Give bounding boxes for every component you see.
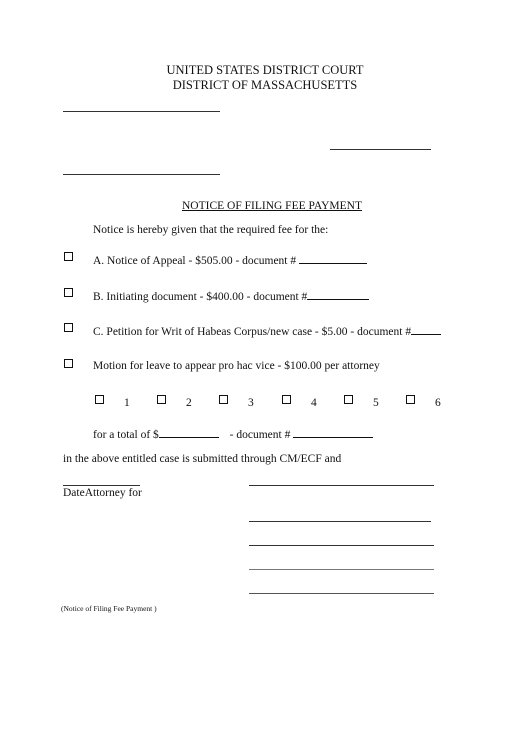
attorney-count-label: 3 <box>248 397 254 409</box>
attorney-address-line-1[interactable] <box>249 545 434 546</box>
court-name: UNITED STATES DISTRICT COURT <box>166 63 364 77</box>
total-line <box>93 427 373 441</box>
attorney-count-label: 1 <box>124 397 130 409</box>
attorney-count-label: 5 <box>373 397 379 409</box>
checkbox-attorney-count-4[interactable] <box>282 395 291 404</box>
total-document-label: - document # <box>229 429 291 441</box>
attorney-name-line[interactable] <box>249 521 431 522</box>
document-number-field[interactable] <box>307 289 369 300</box>
checkbox-initiating-document[interactable] <box>64 288 73 297</box>
checkbox-attorney-count-2[interactable] <box>157 395 166 404</box>
attorney-count-label: 4 <box>311 397 317 409</box>
footer-text: (Notice of Filing Fee Payment ) <box>61 604 157 613</box>
checkbox-habeas-corpus[interactable] <box>64 323 73 332</box>
option-habeas-corpus <box>93 324 441 338</box>
checkbox-notice-of-appeal[interactable] <box>64 252 73 261</box>
caption-line-defendant[interactable] <box>63 174 220 175</box>
attorney-address-line-3[interactable] <box>249 593 434 594</box>
option-label: C. Petition for Writ of Habeas Corpus/new case - $5.00 - document # <box>93 326 412 338</box>
checkbox-attorney-count-6[interactable] <box>406 395 415 404</box>
checkbox-attorney-count-1[interactable] <box>95 395 104 404</box>
case-number-line[interactable] <box>330 149 431 150</box>
checkbox-pro-hac-vice[interactable] <box>64 359 73 368</box>
district-name: DISTRICT OF MASSACHUSETTS <box>172 78 358 92</box>
option-label: B. Initiating document - $400.00 - document # <box>93 291 308 303</box>
checkbox-attorney-count-3[interactable] <box>219 395 228 404</box>
signature-label: DateAttorney for <box>63 487 142 499</box>
total-document-number-field[interactable] <box>293 427 373 438</box>
option-notice-of-appeal <box>93 253 367 267</box>
attorney-signature-line[interactable] <box>249 485 434 486</box>
checkbox-attorney-count-5[interactable] <box>344 395 353 404</box>
attorney-count-label: 2 <box>186 397 192 409</box>
page-title: NOTICE OF FILING FEE PAYMENT <box>182 200 362 212</box>
total-prefix: for a total of $ <box>93 429 159 441</box>
document-number-field[interactable] <box>411 324 441 335</box>
total-amount-field[interactable] <box>159 427 219 438</box>
attorney-address-line-2[interactable] <box>249 569 434 570</box>
attorney-count-label: 6 <box>435 397 441 409</box>
document-number-field[interactable] <box>299 253 367 264</box>
option-initiating-document <box>93 289 369 303</box>
intro-text: Notice is hereby given that the required fee for the: <box>93 224 329 236</box>
option-label: A. Notice of Appeal - $505.00 - document # <box>93 255 297 267</box>
caption-line-plaintiff[interactable] <box>63 111 220 112</box>
date-line[interactable] <box>63 485 140 486</box>
option-pro-hac-vice: Motion for leave to appear pro hac vice - $100.00 per attorney <box>93 360 380 372</box>
submitted-text: in the above entitled case is submitted through CM/ECF and <box>63 453 342 465</box>
